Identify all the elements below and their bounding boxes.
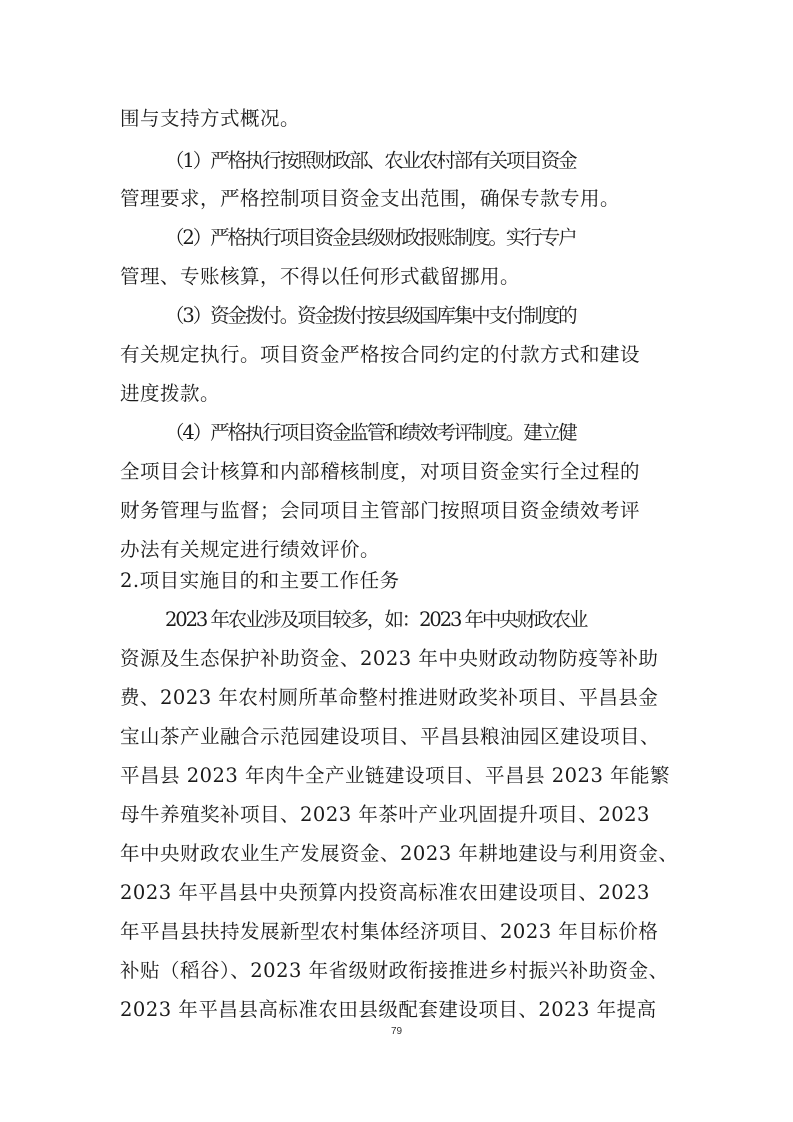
page-number: 79: [390, 1026, 403, 1037]
text-line: 2023 年平昌县高标准农田县级配套建设项目、2023 年提高: [120, 998, 657, 1021]
text-line: 办法有关规定进行绩效评价。: [120, 538, 381, 561]
text-line: 2023 年农业涉及项目较多，如：2023 年中央财政农业: [165, 608, 587, 631]
text-line: 补贴（稻谷）、2023 年省级财政衔接推进乡村振兴补助资金、: [120, 959, 669, 982]
text-line: （2）严格执行项目资金县级财政报账制度。实行专户: [165, 226, 576, 249]
text-line: 资源及生态保护补助资金、2023 年中央财政动物防疫等补助: [120, 647, 659, 670]
text-line: 平昌县 2023 年肉牛全产业链建设项目、平昌县 2023 年能繁: [120, 764, 671, 787]
text-line: 全项目会计核算和内部稽核制度，对项目资金实行全过程的: [120, 460, 641, 483]
text-line: 财务管理与监督；会同项目主管部门按照项目资金绩效考评: [120, 499, 641, 522]
text-line: 年中央财政农业生产发展资金、2023 年耕地建设与利用资金、: [120, 842, 679, 865]
text-line: 管理、专账核算，不得以任何形式截留挪用。: [120, 265, 521, 288]
text-line: 有关规定执行。项目资金严格按合同约定的付款方式和建设: [120, 343, 641, 366]
text-line: （4）严格执行项目资金监管和绩效考评制度。建立健: [165, 421, 576, 444]
text-line: 进度拨款。: [120, 382, 221, 405]
text-line: 围与支持方式概况。: [120, 107, 301, 130]
text-line: 年平昌县扶持发展新型农村集体经济项目、2023 年目标价格: [120, 920, 659, 943]
section-heading: 2.项目实施目的和主要工作任务: [120, 569, 400, 592]
text-line: （3）资金拨付。资金拨付按县级国库集中支付制度的: [165, 304, 576, 327]
text-line: （1）严格执行按照财政部、农业农村部有关项目资金: [165, 149, 576, 172]
text-line: 母牛养殖奖补项目、2023 年茶叶产业巩固提升项目、2023: [120, 803, 650, 826]
text-line: 宝山茶产业融合示范园建设项目、平昌县粮油园区建设项目、: [120, 725, 661, 748]
text-line: 2023 年平昌县中央预算内投资高标准农田建设项目、2023: [120, 881, 650, 904]
text-line: 费、2023 年农村厕所革命整村推进财政奖补项目、平昌县金: [120, 686, 659, 709]
text-line: 管理要求，严格控制项目资金支出范围，确保专款专用。: [120, 187, 621, 210]
